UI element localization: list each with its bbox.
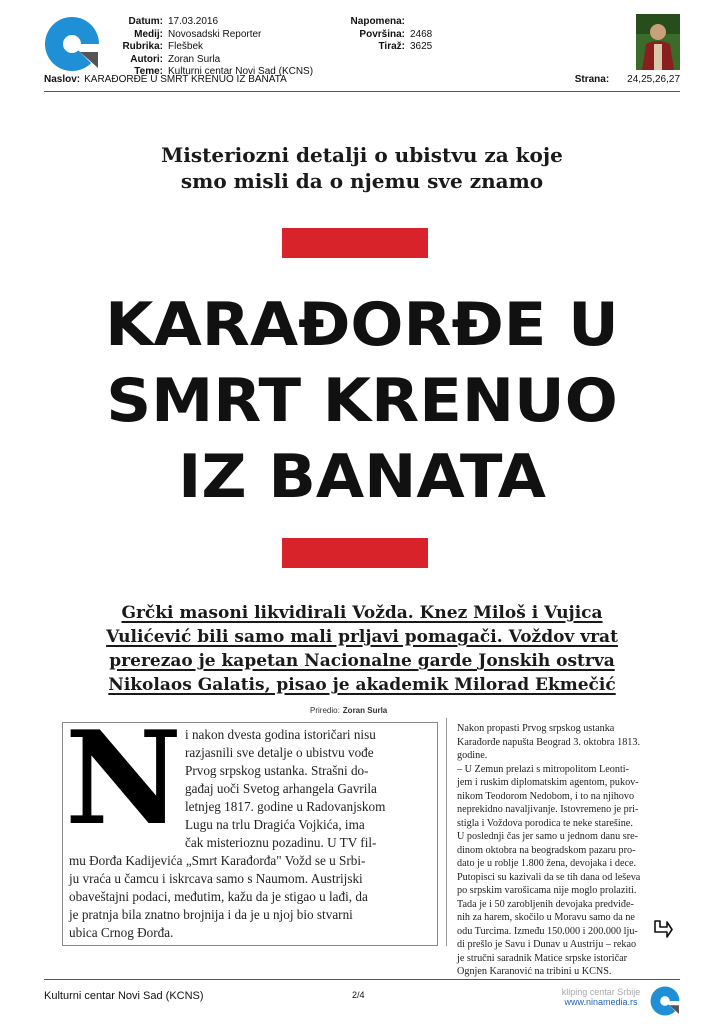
- byline: [310, 706, 387, 715]
- medij-value: Novosadski Reporter: [168, 28, 262, 40]
- continue-arrow-icon[interactable]: [652, 918, 674, 940]
- datum-value: 17.03.2016: [168, 16, 219, 27]
- page-thumbnail[interactable]: [636, 14, 680, 70]
- body-line: nikom Teodorom Nedobom, i to na njihovo: [457, 790, 635, 802]
- body-line: ubica Crnog Đorđa.: [69, 925, 174, 940]
- body-line: U poslednji čas jer samo u jednom danu sre-: [457, 831, 639, 842]
- body-line: Lugu na trlu Dragića Vojkića, ima: [185, 817, 365, 832]
- body-line: letnjeg 1817. godine u Radovanjskom: [185, 799, 386, 814]
- body-line: neprekidno navaljivanje. Istovremeno je pri-: [457, 804, 639, 815]
- medij-label: Medij:: [134, 28, 163, 40]
- right-column-text: [457, 722, 663, 979]
- article-headline: [40, 287, 684, 515]
- body-line: di prešlo je Savu i Dunav u Austriju – rekao: [457, 939, 637, 950]
- body-line: dinom oktobra na beogradskom pazaru pro-: [457, 844, 636, 856]
- body-line: mu Đorđa Kadijevića „Smrt Karađorđa" Vožd se u Srbi-: [69, 853, 366, 868]
- rubrika-value: Flešbek: [168, 41, 204, 52]
- body-line: Tada je i 50 zarobljenih devojaka predviđe-: [457, 898, 634, 910]
- napomena-label: Napomena:: [350, 16, 405, 27]
- dropcap: N: [65, 704, 182, 854]
- header-divider: [44, 91, 680, 92]
- kicker-line: smo misli da o njemu sve znamo: [180, 169, 544, 193]
- datum-label: Datum:: [128, 16, 163, 27]
- body-line: i nakon dvesta godina istoričari nisu: [185, 727, 376, 742]
- body-line: Prvog srpskog ustanka. Strašni do-: [185, 763, 369, 778]
- ninamedia-logo-icon: [44, 16, 100, 72]
- povrsina-value: 2468: [410, 28, 433, 40]
- article-kicker: [60, 142, 664, 194]
- body-line: Ognjen Karanović na tribini u KCNS.: [457, 966, 612, 977]
- kicker-line: Misteriozni detalji o ubistvu za koje: [161, 143, 563, 167]
- body-line: po srpskim varošicama nije moglo prolaziti.: [457, 885, 637, 896]
- teme-label: Teme:: [134, 66, 163, 77]
- body-line: je stručni saradnik Matice srpske istoričar: [457, 952, 628, 964]
- body-line: godine.: [457, 750, 488, 761]
- deck-line: Vulićević bili samo mali prljavi pomagači. Voždov vrat: [106, 627, 618, 647]
- naslov-value: KARAĐORĐE U SMRT KRENUO IZ BANATA: [84, 74, 287, 85]
- body-line: razjasnili sve detalje o ubistvu vođe: [185, 745, 374, 760]
- footer-brand: [556, 987, 646, 1007]
- article-deck: [70, 601, 654, 697]
- body-line: obaveštajni podaci, međutim, kažu da je stigao u lađi, da: [69, 889, 368, 904]
- body-line: gađaj uoči Svetog arhangela Gavrila: [185, 781, 377, 796]
- deck-line: prerezao je kapetan Nacionalne garde Jonskih ostrva: [109, 651, 615, 671]
- body-line: čak misterioznu pozadinu. U TV fil-: [185, 835, 377, 850]
- brand-url-link[interactable]: www.ninamedia.rs: [564, 997, 638, 1007]
- body-line: ju vraća u čamcu i iskrcava samo s Naumom. Austrijski: [69, 871, 363, 886]
- body-line: Karađorđe napušta Beograd 3. oktobra 1813.: [457, 736, 641, 748]
- footer-topic: Kulturni centar Novi Sad (KCNS): [44, 990, 204, 1002]
- lead-paragraph: [69, 726, 435, 942]
- brand-tagline: kliping centar Srbije: [561, 987, 641, 997]
- naslov-row: [44, 74, 680, 85]
- teme-value: Kulturni centar Novi Sad (KCNS): [168, 66, 314, 77]
- body-line: stigla i Voždova porodica te neke starešine.: [457, 817, 633, 829]
- tiraz-value: 3625: [410, 41, 433, 52]
- autori-value: Zoran Surla: [168, 53, 221, 65]
- headline-line: IZ BANATA: [178, 442, 546, 512]
- red-divider-bar: [282, 228, 428, 258]
- body-line: odu Turcima. Između 150.000 i 200.000 lju-: [457, 925, 638, 937]
- povrsina-label: Površina:: [359, 28, 405, 40]
- metadata-right: [330, 16, 432, 54]
- tiraz-label: Tiraž:: [378, 41, 405, 52]
- portrait-thumbnail-icon: [636, 14, 680, 70]
- article-body-right: [446, 718, 667, 977]
- page-number: 2/4: [352, 990, 365, 1000]
- byline-label: Priredio:: [310, 706, 340, 715]
- body-line: jem i ruskim diplomatskim agentom, pukov-: [457, 777, 639, 788]
- deck-line: Grčki masoni likvidirali Vožda. Knez Miloš i Vujica: [121, 603, 603, 623]
- body-line: Nakon propasti Prvog srpskog ustanka: [457, 723, 615, 734]
- body-line: je pratnja bila znatno brojnija i da je u njoj bio stvarni: [69, 907, 353, 922]
- body-line: Putopisci su kazivali da se tih dana od leševa: [457, 871, 641, 883]
- headline-line: KARAĐORĐE U: [105, 290, 619, 360]
- red-divider-bar: [282, 538, 428, 568]
- byline-name: Zoran Surla: [342, 706, 388, 715]
- metadata-left: [100, 16, 313, 79]
- body-line: nih za harem, skočilo u Moravu samo da ne: [457, 912, 635, 923]
- ninamedia-footer-logo-icon: [650, 986, 680, 1016]
- footer-divider: [44, 979, 680, 980]
- rubrika-label: Rubrika:: [122, 41, 163, 52]
- autori-label: Autori:: [130, 53, 163, 65]
- deck-line: Nikolaos Galatis, pisao je akademik Milorad Ekmečić: [108, 675, 616, 695]
- headline-line: SMRT KRENUO: [106, 366, 618, 436]
- naslov-label: Naslov:: [44, 74, 81, 85]
- body-line: – U Zemun prelazi s mitropolitom Leonti-: [457, 763, 630, 775]
- strana-value: 24,25,26,27: [627, 74, 680, 85]
- napomena-value: [405, 16, 410, 29]
- strana-label: Strana:: [574, 74, 610, 85]
- body-line: dato je u roblje 1.800 žena, devojaka i dece.: [457, 858, 637, 869]
